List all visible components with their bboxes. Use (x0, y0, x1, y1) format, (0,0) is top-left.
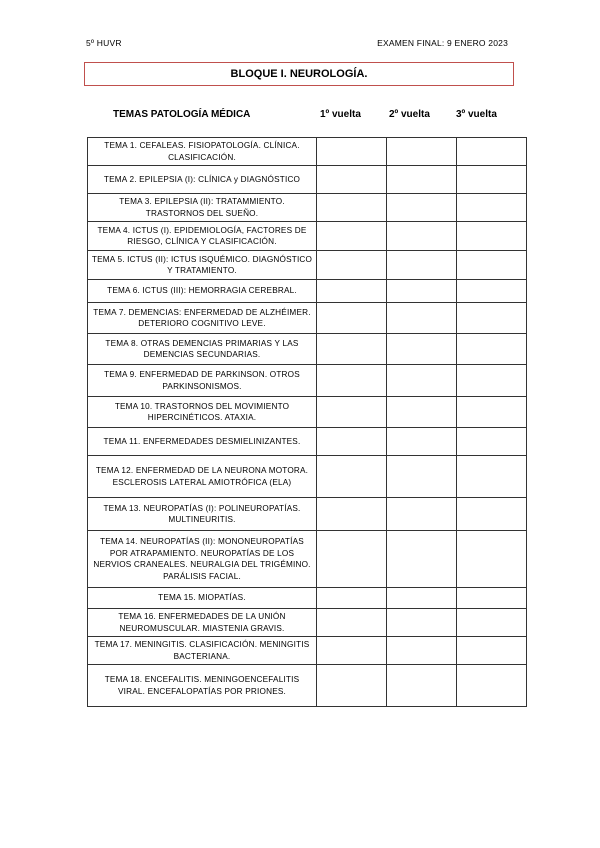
table-row (88, 194, 527, 222)
topic-cell: TEMA 2. EPILEPSIA (I): CLÍNICA y DIAGNÓSTICO (88, 166, 317, 194)
checkbox-cell-vuelta-3[interactable] (457, 397, 527, 428)
checkbox-cell-vuelta-2[interactable] (387, 498, 457, 531)
topic-cell: TEMA 3. EPILEPSIA (II): TRATAMMIENTO. TRASTORNOS DEL SUEÑO. (88, 194, 317, 222)
table-row (88, 588, 527, 609)
header-exam-date: EXAMEN FINAL: 9 ENERO 2023 (377, 38, 508, 48)
checkbox-cell-vuelta-1[interactable] (317, 251, 387, 280)
checkbox-cell-vuelta-1[interactable] (317, 637, 387, 665)
table-row (88, 498, 527, 531)
checkbox-cell-vuelta-1[interactable] (317, 194, 387, 222)
table-row (88, 222, 527, 251)
checkbox-cell-vuelta-2[interactable] (387, 397, 457, 428)
topic-cell: TEMA 8. OTRAS DEMENCIAS PRIMARIAS Y LAS DEMENCIAS SECUNDARIAS. (88, 334, 317, 365)
checkbox-cell-vuelta-3[interactable] (457, 531, 527, 588)
checkbox-cell-vuelta-3[interactable] (457, 609, 527, 637)
topic-cell: TEMA 12. ENFERMEDAD DE LA NEURONA MOTORA. ESCLEROSIS LATERAL AMIOTRÓFICA (ELA) (88, 456, 317, 498)
checkbox-cell-vuelta-3[interactable] (457, 222, 527, 251)
topics-table (87, 137, 527, 707)
table-row (88, 251, 527, 280)
table-row (88, 665, 527, 707)
checkbox-cell-vuelta-1[interactable] (317, 588, 387, 609)
topic-cell: TEMA 16. ENFERMEDADES DE LA UNIÓN NEUROMUSCULAR. MIASTENIA GRAVIS. (88, 609, 317, 637)
table-row (88, 397, 527, 428)
checkbox-cell-vuelta-3[interactable] (457, 194, 527, 222)
topic-cell: TEMA 4. ICTUS (I). EPIDEMIOLOGÍA, FACTORES DE RIESGO, CLÍNICA Y CLASIFICACIÓN. (88, 222, 317, 251)
checkbox-cell-vuelta-1[interactable] (317, 531, 387, 588)
checkbox-cell-vuelta-2[interactable] (387, 194, 457, 222)
table-row (88, 334, 527, 365)
table-row (88, 280, 527, 303)
checkbox-cell-vuelta-1[interactable] (317, 498, 387, 531)
checkbox-cell-vuelta-1[interactable] (317, 665, 387, 707)
checkbox-cell-vuelta-1[interactable] (317, 222, 387, 251)
topic-cell: TEMA 9. ENFERMEDAD DE PARKINSON. OTROS PARKINSONISMOS. (88, 365, 317, 397)
checkbox-cell-vuelta-2[interactable] (387, 303, 457, 334)
table-row (88, 365, 527, 397)
checkbox-cell-vuelta-2[interactable] (387, 251, 457, 280)
column-header-temas: TEMAS PATOLOGÍA MÉDICA (113, 109, 251, 120)
checkbox-cell-vuelta-2[interactable] (387, 609, 457, 637)
checkbox-cell-vuelta-1[interactable] (317, 280, 387, 303)
checkbox-cell-vuelta-2[interactable] (387, 280, 457, 303)
table-row (88, 456, 527, 498)
table-row (88, 428, 527, 456)
checkbox-cell-vuelta-3[interactable] (457, 428, 527, 456)
checkbox-cell-vuelta-2[interactable] (387, 166, 457, 194)
checkbox-cell-vuelta-3[interactable] (457, 665, 527, 707)
topic-cell: TEMA 11. ENFERMEDADES DESMIELINIZANTES. (88, 428, 317, 456)
table-row (88, 138, 527, 166)
topic-cell: TEMA 5. ICTUS (II): ICTUS ISQUÉMICO. DIAGNÓSTICO Y TRATAMIENTO. (88, 251, 317, 280)
checkbox-cell-vuelta-2[interactable] (387, 456, 457, 498)
checkbox-cell-vuelta-3[interactable] (457, 166, 527, 194)
table-row (88, 637, 527, 665)
table-row (88, 166, 527, 194)
topic-cell: TEMA 1. CEFALEAS. FISIOPATOLOGÍA. CLÍNICA. CLASIFICACIÓN. (88, 138, 317, 166)
checkbox-cell-vuelta-3[interactable] (457, 637, 527, 665)
checkbox-cell-vuelta-3[interactable] (457, 334, 527, 365)
checkbox-cell-vuelta-1[interactable] (317, 303, 387, 334)
checkbox-cell-vuelta-1[interactable] (317, 334, 387, 365)
checkbox-cell-vuelta-3[interactable] (457, 588, 527, 609)
checkbox-cell-vuelta-1[interactable] (317, 397, 387, 428)
checkbox-cell-vuelta-2[interactable] (387, 637, 457, 665)
checkbox-cell-vuelta-3[interactable] (457, 280, 527, 303)
column-header-vuelta-2: 2º vuelta (389, 109, 430, 120)
topic-cell: TEMA 18. ENCEFALITIS. MENINGOENCEFALITIS VIRAL. ENCEFALOPATÍAS POR PRIONES. (88, 665, 317, 707)
table-row (88, 303, 527, 334)
checkbox-cell-vuelta-1[interactable] (317, 428, 387, 456)
checkbox-cell-vuelta-1[interactable] (317, 138, 387, 166)
topic-cell: TEMA 15. MIOPATÍAS. (88, 588, 317, 609)
checkbox-cell-vuelta-1[interactable] (317, 609, 387, 637)
checkbox-cell-vuelta-2[interactable] (387, 531, 457, 588)
checkbox-cell-vuelta-1[interactable] (317, 365, 387, 397)
checkbox-cell-vuelta-3[interactable] (457, 138, 527, 166)
checkbox-cell-vuelta-3[interactable] (457, 498, 527, 531)
checkbox-cell-vuelta-1[interactable] (317, 166, 387, 194)
table-row (88, 609, 527, 637)
table-row (88, 531, 527, 588)
topic-cell: TEMA 10. TRASTORNOS DEL MOVIMIENTO HIPERCINÉTICOS. ATAXIA. (88, 397, 317, 428)
checkbox-cell-vuelta-1[interactable] (317, 456, 387, 498)
topic-cell: TEMA 17. MENINGITIS. CLASIFICACIÓN. MENINGITIS BACTERIANA. (88, 637, 317, 665)
topic-cell: TEMA 7. DEMENCIAS: ENFERMEDAD DE ALZHÉIMER. DETERIORO COGNITIVO LEVE. (88, 303, 317, 334)
column-header-vuelta-1: 1º vuelta (320, 109, 361, 120)
checkbox-cell-vuelta-2[interactable] (387, 588, 457, 609)
topic-cell: TEMA 6. ICTUS (III): HEMORRAGIA CEREBRAL. (88, 280, 317, 303)
checkbox-cell-vuelta-2[interactable] (387, 138, 457, 166)
block-title: BLOQUE I. NEUROLOGÍA. (84, 62, 514, 86)
checkbox-cell-vuelta-2[interactable] (387, 365, 457, 397)
checkbox-cell-vuelta-3[interactable] (457, 365, 527, 397)
checkbox-cell-vuelta-3[interactable] (457, 251, 527, 280)
topic-cell: TEMA 14. NEUROPATÍAS (II): MONONEUROPATÍAS POR ATRAPAMIENTO. NEUROPATÍAS DE LOS NERVIOS CRANEALES. NEURALGIA DEL TRIGÉMINO. PARÁLISIS FACIAL. (88, 531, 317, 588)
column-header-vuelta-3: 3º vuelta (456, 109, 497, 120)
header-course: 5º HUVR (86, 38, 122, 48)
checkbox-cell-vuelta-2[interactable] (387, 428, 457, 456)
checkbox-cell-vuelta-2[interactable] (387, 334, 457, 365)
checkbox-cell-vuelta-2[interactable] (387, 665, 457, 707)
checkbox-cell-vuelta-3[interactable] (457, 456, 527, 498)
checkbox-cell-vuelta-2[interactable] (387, 222, 457, 251)
topic-cell: TEMA 13. NEUROPATÍAS (I): POLINEUROPATÍAS. MULTINEURITIS. (88, 498, 317, 531)
checkbox-cell-vuelta-3[interactable] (457, 303, 527, 334)
